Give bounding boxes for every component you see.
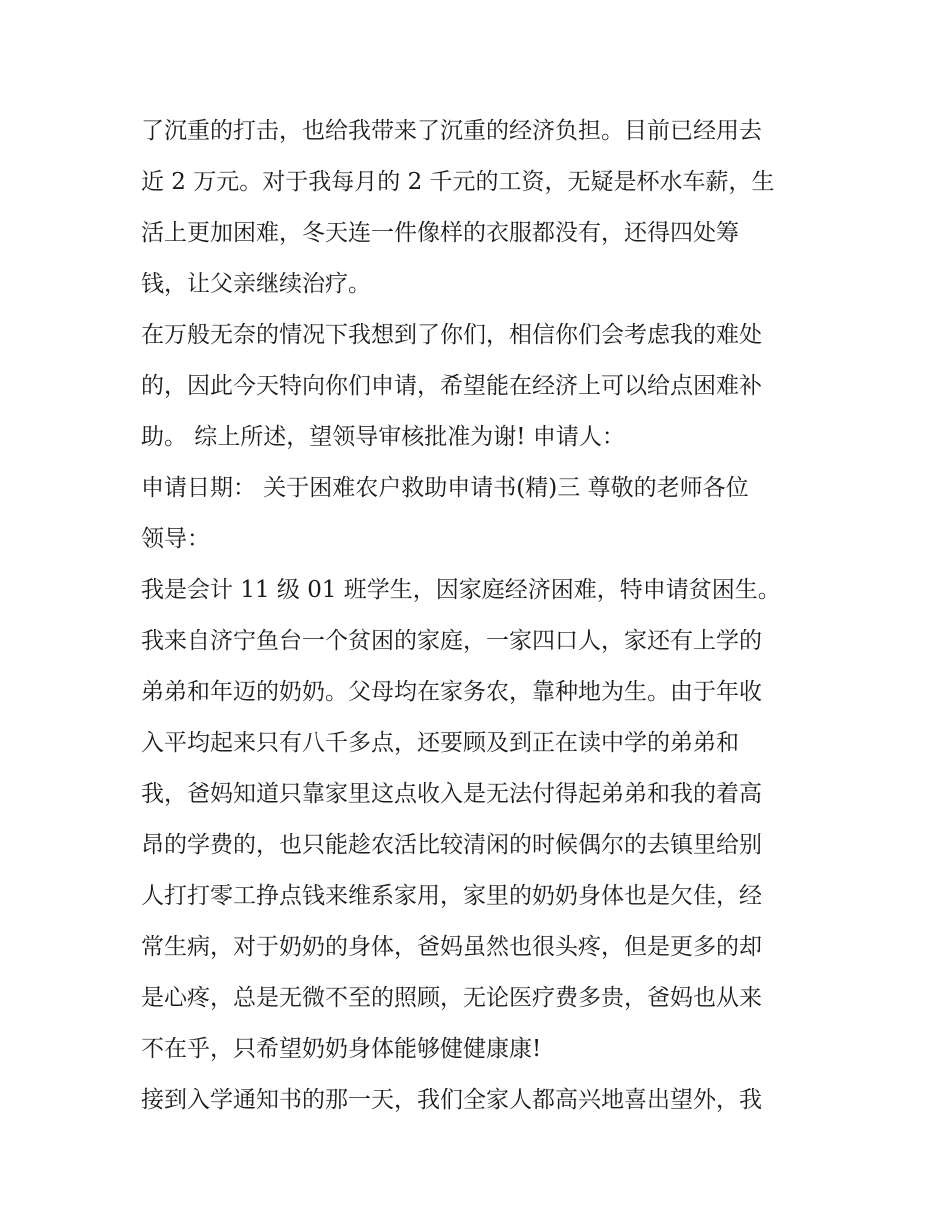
text-line: 常生病，对于奶奶的身体，爸妈虽然也很头疼，但是更多的却	[141, 934, 762, 960]
text-line: 昂的学费的，也只能趁农活比较清闲的时候偶尔的去镇里给别	[141, 832, 762, 858]
text-line: 活上更加困难，冬天连一件像样的衣服都没有，还得四处筹	[141, 220, 739, 246]
text-line: 近 2 万元。对于我每月的 2 千元的工资，无疑是杯水车薪，生	[141, 169, 775, 195]
text-line: 助。 综上所述，望领导审核批准为谢! 申请人：	[141, 424, 625, 450]
text-line: 是心疼，总是无微不至的照顾，无论医疗费多贵，爸妈也从来	[141, 985, 762, 1011]
text-line: 我是会计 11 级 01 班学生，因家庭经济困难，特申请贫困生。	[141, 577, 781, 603]
text-line: 人打打零工挣点钱来维系家用，家里的奶奶身体也是欠佳，经	[141, 883, 762, 909]
text-line: 钱，让父亲继续治疗。	[141, 271, 371, 297]
text-line: 不在乎，只希望奶奶身体能够健健康康!	[141, 1036, 542, 1062]
text-line: 的，因此今天特向你们申请，希望能在经济上可以给点困难补	[141, 373, 762, 399]
text-line: 申请日期： 关于困难农户救助申请书(精)三 尊敬的老师各位	[141, 475, 749, 501]
text-line: 我，爸妈知道只靠家里这点收入是无法付得起弟弟和我的着高	[141, 781, 762, 807]
text-line: 领导：	[141, 526, 210, 552]
text-line: 弟弟和年迈的奶奶。父母均在家务农，靠种地为生。由于年收	[141, 679, 762, 705]
text-line: 了沉重的打击，也给我带来了沉重的经济负担。目前已经用去	[141, 118, 762, 144]
text-line: 我来自济宁鱼台一个贫困的家庭，一家四口人，家还有上学的	[141, 628, 762, 654]
document-body	[141, 106, 821, 1126]
text-line: 在万般无奈的情况下我想到了你们，相信你们会考虑我的难处	[141, 322, 762, 348]
text-line: 入平均起来只有八千多点，还要顾及到正在读中学的弟弟和	[141, 730, 739, 756]
text-line: 接到入学通知书的那一天，我们全家人都高兴地喜出望外，我	[141, 1087, 762, 1113]
